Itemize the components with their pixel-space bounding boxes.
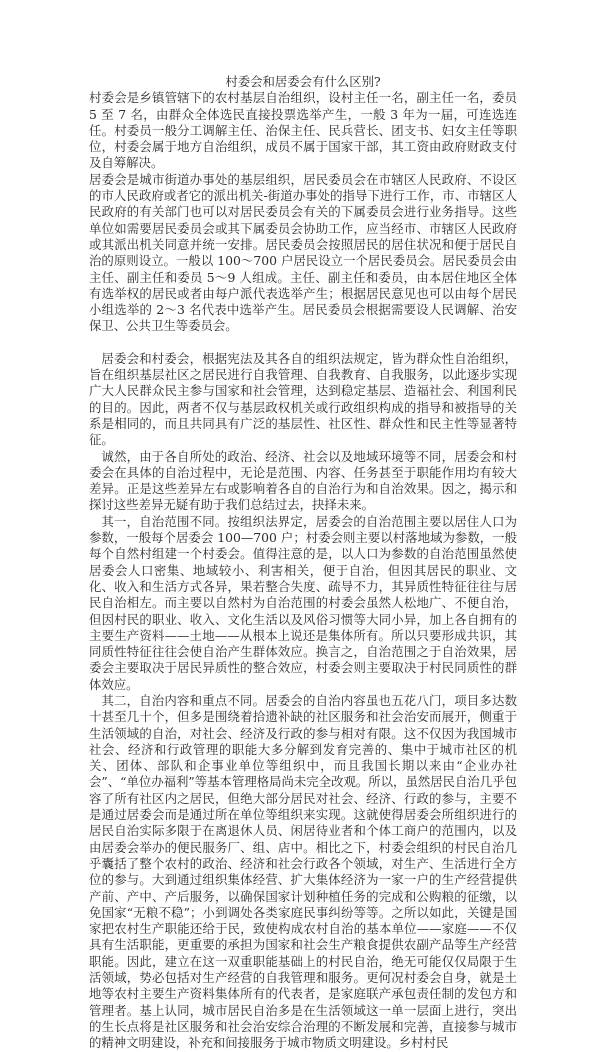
document-page (89, 74, 517, 1052)
paragraph-residents-committee: 居委会是城市街道办事处的基层组织，居民委员会在市辖区人民政府、不设区的市人民政府或者它的派出机关-街道办事处的指导下进行工作，市、市辖区人民政府的有关部门也可以对居民委员会有关的下属委员会进行业务指导。这些单位如需要居民委员会或其下属委员会协助工作，应当经市、市辖区人民政府或其派出机关同意并统一安排。居民委员会按照居民的居住状况和便于居民自治的原则设立。一般以 100～700 户居民设立一个居民委员会。居民委员会由主任、副主任和委员 5～9 人组成。主任、副主任和委员，由本居住地区全体有选举权的居民或者由每户派代表选举产生；根据居民意见也可以由每个居民小组选举的 2～3 名代表中选举产生。居民委员会根据需要设人民调解、治安保卫、公共卫生等委员会。 (89, 171, 517, 334)
paragraph-gap (89, 335, 517, 351)
paragraph-differences-intro: 诚然，由于各自所处的政治、经济、社会以及地域环境等不同，居委会和村委会在具体的自治过程中，无论是范围、内容、任务甚至于职能作用均有较大差异。正是这些差异左右或影响着各自的自治行为和自治效果。因之，揭示和探讨这些差异无疑有助于我们总结过去，抉择未来。 (89, 448, 517, 513)
paragraph-village-committee: 村委会是乡镇管辖下的农村基层自治组织，设村主任一名，副主任一名，委员 5 至 7 名，由群众全体选民直接投票选举产生，一般 3 年为一届，可连选连任。村委员一般分工调解主任、治保主任、民兵营长、团支书、妇女主任等职位，村委会属于地方自治组织，成员不属于国家干部，其工资由政府财政支付及自筹解决。 (89, 90, 517, 171)
paragraph-scope-difference: 其一，自治范围不同。按组织法界定，居委会的自治范围主要以居住人口为参数，一般每个居委会 100—700 户；村委会则主要以村落地域为参数，一般每个自然村组建一个村委会。值得注意的是，以人口为参数的自治范围虽然使居委会人口密集、地域较小、利害相关，便于自治，但因其居民的职业、文化、收入和生活方式各异，果若整合失度、疏导不力，其异质性特征往往与居民自治相左。而主要以自然村为自治范围的村委会虽然人松地广、不便自治，但因村民的职业、收入、文化生活以及风俗习惯等大同小异，加上各自拥有的主要生产资料——土地——从根本上说还是集体所有。所以只要形成共识，其同质性特征往往会使自治产生群体效应。换言之，自治范围之于自治效果，居委会主要取决于居民异质性的整合效应，村委会则主要取决于村民同质性的群体效应。 (89, 513, 517, 692)
document-title: 村委会和居委会有什么区别? (225, 74, 381, 89)
paragraph-common-features: 居委会和村委会，根据宪法及其各自的组织法规定，皆为群众性自治组织，旨在组织基层社区之居民进行自我管理、自我教育、自我服务，以此逐步实现广大人民群众民主参与国家和社会管理，达到稳定基层、造福社会、利国利民的目的。因此，两者不仅与基层政权机关或行政组织构成的指导和被指导的关系是相同的，而且共同具有广泛的基层性、社区性、群众性和民主性等显著特征。 (89, 350, 517, 448)
paragraph-content-difference: 其二，自治内容和重点不同。居委会的自治内容虽也五花八门，项目多达数十甚至几十个，但多是围绕着拾遗补缺的社区服务和社会治安而展开，侧重于生活领域的自治，对社会、经济及行政的参与相对有限。这不仅因为我国城市社会、经济和行政管理的职能大多分解到发育完善的、集中于城市社区的机关、团体、部队和企事业单位等组织中，而且我国长期以来由“企业办社会”、“单位办福利”等基本管理格局尚未完全改观。所以，虽然居民自治几乎包容了所有社区内之居民，但绝大部分居民对社会、经济、行政的参与，主要不是通过居委会而是通过所在单位等组织来实现。这就使得居委会所组织进行的居民自治实际多限于在离退休人员、闲居待业者和个体工商户的范围内，以及由居委会举办的便民服务厂、组、店中。相比之下，村委会组织的村民自治几乎囊括了整个农村的政治、经济和社会行政各个领域，对生产、生活进行全方位的参与。大到通过组织集体经营、扩大集体经济为一家一户的生产经营提供产前、产中、产后服务，以确保国家计划种植任务的完成和公购粮的征缴，以免国家“无粮不稳”；小到调处各类家庭民事纠纷等等。之所以如此，关键是国家把农村生产职能还给于民，致使构成农村自治的基本单位——家庭——不仅具有生活职能，更重要的承担为国家和社会生产粮食提供农副产品等生产经营职能。因此，建立在这一双重职能基础上的村民自治，绝无可能仅仅局限于生活领域，势必包括对生产经营的自我管理和服务。更何况村委会自身，就是土地等农村主要生产资料集体所有的代表者，是家庭联产承包责任制的发包方和管理者。基上认同，城市居民自治多是在生活领域这一单一层面上进行，突出的生长点将是社区服务和社会治安综合治理的不断发展和完善，直接参与城市的精神文明建设，补充和间接服务于城市物质文明建设。乡村村民 (89, 692, 517, 1051)
